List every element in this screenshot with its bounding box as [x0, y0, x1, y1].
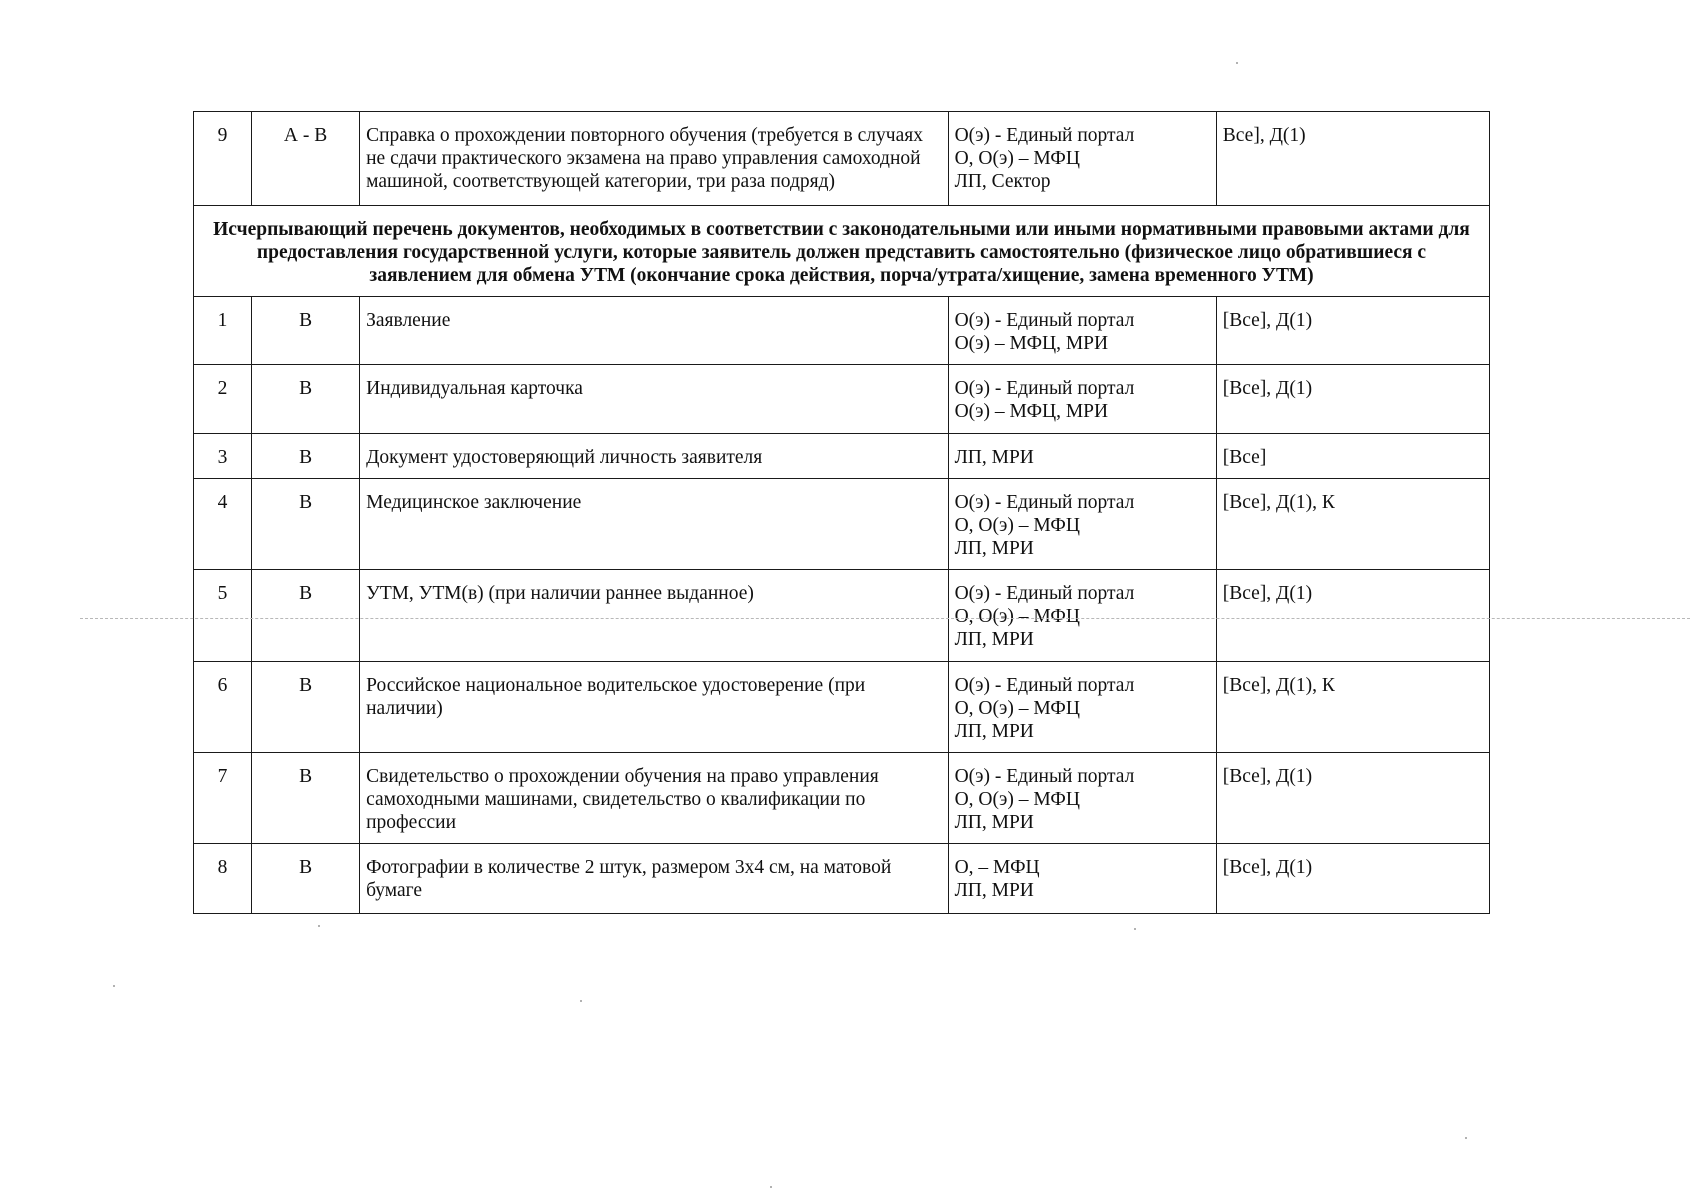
table-row-top — [194, 112, 1490, 206]
row-method — [948, 365, 1216, 434]
row-number: 3 — [194, 434, 252, 479]
scan-speck — [1134, 928, 1136, 930]
row-method — [948, 434, 1216, 479]
scan-speck — [580, 1000, 582, 1002]
row-document: Индивидуальная карточка — [360, 365, 948, 434]
row-note: [Все] — [1216, 434, 1489, 479]
section-heading-row — [194, 206, 1490, 297]
method-line: О, О(э) – МФЦ — [954, 698, 1080, 719]
row-document: Фотографии в количестве 2 штук, размером 3х4 см, на матовой бумаге — [360, 844, 948, 914]
row-method — [948, 570, 1216, 662]
row-category: В — [252, 570, 360, 662]
method-line: О(э) - Единый портал — [954, 310, 1135, 331]
row-note: [Все], Д(1) — [1216, 297, 1489, 365]
row-note: [Все], Д(1) — [1216, 570, 1489, 662]
row-document: УТМ, УТМ(в) (при наличии раннее выданное) — [360, 570, 948, 662]
row-note: [Все], Д(1) — [1216, 753, 1489, 844]
row-category: В — [252, 297, 360, 365]
method-line: О(э) - Единый портал — [954, 125, 1135, 146]
method-line: О(э) - Единый портал — [954, 492, 1135, 513]
section-heading: Исчерпывающий перечень документов, необходимых в соответствии с законодательными или иными нормативными правовыми актами для предоставления государственной услуги, которые заявитель должен представить самостоятельно (физическое лицо обратившиеся с заявлением для обмена УТМ (окончание срока действия, порча/утрата/хищение, замена временного УТМ) — [194, 206, 1490, 297]
method-line: О(э) - Единый портал — [954, 583, 1135, 604]
row-method — [948, 297, 1216, 365]
row-category: В — [252, 434, 360, 479]
row-category: А - В — [252, 112, 360, 206]
method-line: ЛП, МРИ — [954, 538, 1034, 559]
row-number: 4 — [194, 479, 252, 570]
row-number: 2 — [194, 365, 252, 434]
scan-speck — [318, 925, 320, 927]
row-document: Свидетельство о прохождении обучения на право управления самоходными машинами, свидетельство о квалификации по профессии — [360, 753, 948, 844]
method-line: ЛП, МРИ — [954, 721, 1034, 742]
row-method — [948, 479, 1216, 570]
table-row — [194, 479, 1490, 570]
row-document: Заявление — [360, 297, 948, 365]
method-line: О(э) - Единый портал — [954, 675, 1135, 696]
row-document: Документ удостоверяющий личность заявителя — [360, 434, 948, 479]
row-number: 5 — [194, 570, 252, 662]
method-line: ЛП, МРИ — [954, 880, 1034, 901]
row-method — [948, 112, 1216, 206]
row-note: Все], Д(1) — [1216, 112, 1489, 206]
method-line: О(э) - Единый портал — [954, 766, 1135, 787]
method-line: О, – МФЦ — [954, 857, 1040, 878]
method-line: О(э) – МФЦ, МРИ — [954, 401, 1109, 422]
method-line: ЛП, МРИ — [954, 629, 1034, 650]
row-method — [948, 662, 1216, 753]
row-number: 7 — [194, 753, 252, 844]
row-note: [Все], Д(1) — [1216, 365, 1489, 434]
row-category: В — [252, 365, 360, 434]
row-document: Российское национальное водительское удостоверение (при наличии) — [360, 662, 948, 753]
row-note: [Все], Д(1), К — [1216, 479, 1489, 570]
table-row — [194, 753, 1490, 844]
documents-table — [193, 111, 1490, 914]
row-category: В — [252, 753, 360, 844]
row-document-text: Справка о прохождении повторного обучения (требуется в случаях не сдачи практического экзамена на право управления самоходной машиной, соответствующей категории, три раза подряд) — [366, 125, 923, 192]
row-number: 9 — [194, 112, 252, 206]
row-category: В — [252, 844, 360, 914]
row-category: В — [252, 479, 360, 570]
table-row — [194, 662, 1490, 753]
scan-speck — [113, 985, 115, 987]
scan-speck — [770, 1186, 772, 1188]
row-method — [948, 753, 1216, 844]
scan-fold-line — [80, 618, 1690, 619]
row-number: 8 — [194, 844, 252, 914]
method-line: ЛП, МРИ — [954, 812, 1034, 833]
row-document: Медицинское заключение — [360, 479, 948, 570]
table-row — [194, 570, 1490, 662]
row-number: 6 — [194, 662, 252, 753]
method-line: О, О(э) – МФЦ — [954, 789, 1080, 810]
table-row — [194, 434, 1490, 479]
row-note: [Все], Д(1), К — [1216, 662, 1489, 753]
method-line: О, О(э) – МФЦ — [954, 148, 1080, 169]
scan-speck — [1465, 1137, 1467, 1139]
row-number: 1 — [194, 297, 252, 365]
method-line: О(э) – МФЦ, МРИ — [954, 333, 1109, 354]
row-category: В — [252, 662, 360, 753]
method-line: ЛП, Сектор — [954, 171, 1051, 192]
table-row — [194, 365, 1490, 434]
table-row — [194, 844, 1490, 914]
method-line: О, О(э) – МФЦ — [954, 606, 1080, 627]
table-row — [194, 297, 1490, 365]
method-line: О, О(э) – МФЦ — [954, 515, 1080, 536]
row-document — [360, 112, 948, 206]
method-line: О(э) - Единый портал — [954, 378, 1135, 399]
method-line: ЛП, МРИ — [954, 447, 1034, 468]
row-method — [948, 844, 1216, 914]
scan-speck — [1236, 62, 1238, 64]
row-note: [Все], Д(1) — [1216, 844, 1489, 914]
